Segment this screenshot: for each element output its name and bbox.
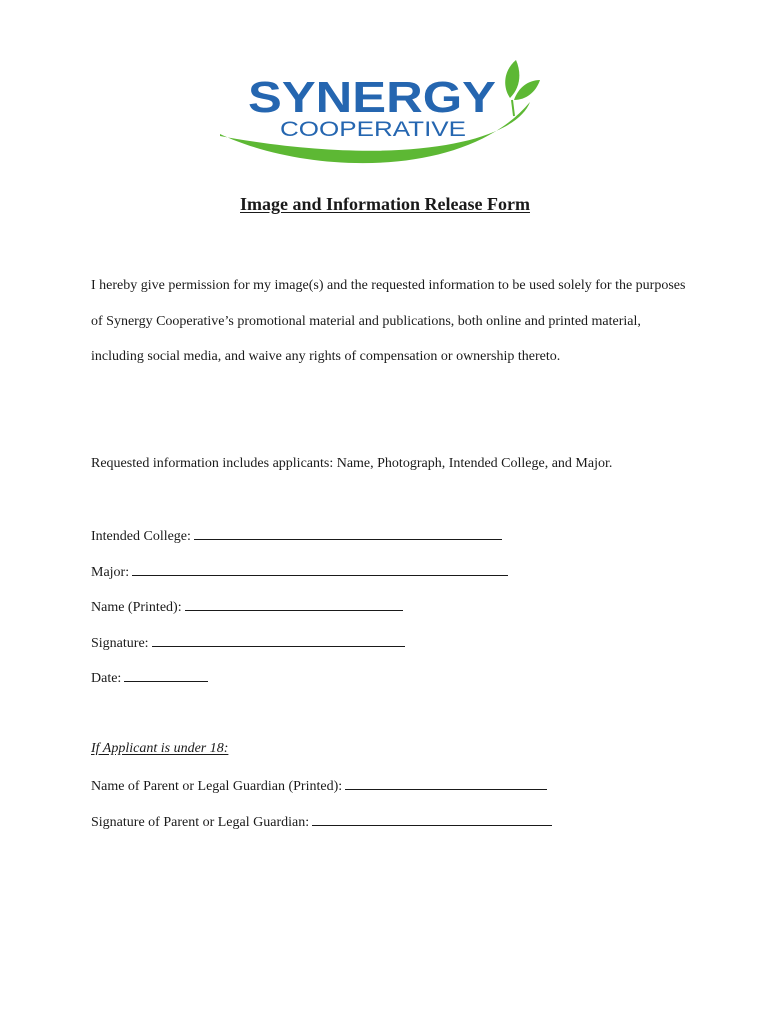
guardian-name-row [91, 777, 547, 795]
major-field[interactable] [132, 563, 508, 576]
name-printed-row [91, 598, 403, 616]
intended-college-row [91, 527, 502, 545]
guardian-signature-field[interactable] [312, 813, 552, 826]
logo-word: SYNERGY [248, 73, 496, 122]
date-row [91, 669, 208, 687]
guardian-signature-row [91, 813, 552, 831]
synergy-cooperative-logo [214, 56, 554, 174]
minor-section-heading: If Applicant is under 18: [91, 741, 229, 756]
page-title: Image and Information Release Form [240, 194, 530, 214]
leaf-icon [505, 60, 540, 116]
date-label: Date: [91, 671, 122, 686]
guardian-signature-label: Signature of Parent or Legal Guardian: [91, 815, 310, 830]
major-label: Major: [91, 565, 130, 580]
guardian-name-field[interactable] [345, 777, 547, 790]
logo-subword: COOPERATIVE [280, 118, 466, 141]
date-field[interactable] [124, 669, 208, 682]
permission-paragraph: I hereby give permission for my image(s) and the requested information to be used solely for the purposes of Synergy Cooperative’s promotional material and publications, both online and printed material, including social media, and waive any rights of compensation or ownership thereto. [91, 278, 686, 364]
intended-college-label: Intended College: [91, 529, 191, 544]
name-printed-field[interactable] [185, 598, 403, 611]
intended-college-field[interactable] [194, 527, 502, 540]
name-printed-label: Name (Printed): [91, 600, 182, 615]
requested-info-text: Requested information includes applicants: Name, Photograph, Intended College, and Major. [91, 456, 613, 471]
guardian-name-label: Name of Parent or Legal Guardian (Printed): [91, 779, 343, 794]
signature-field[interactable] [152, 634, 405, 647]
signature-label: Signature: [91, 636, 149, 651]
major-row [91, 563, 508, 581]
signature-row [91, 634, 405, 652]
